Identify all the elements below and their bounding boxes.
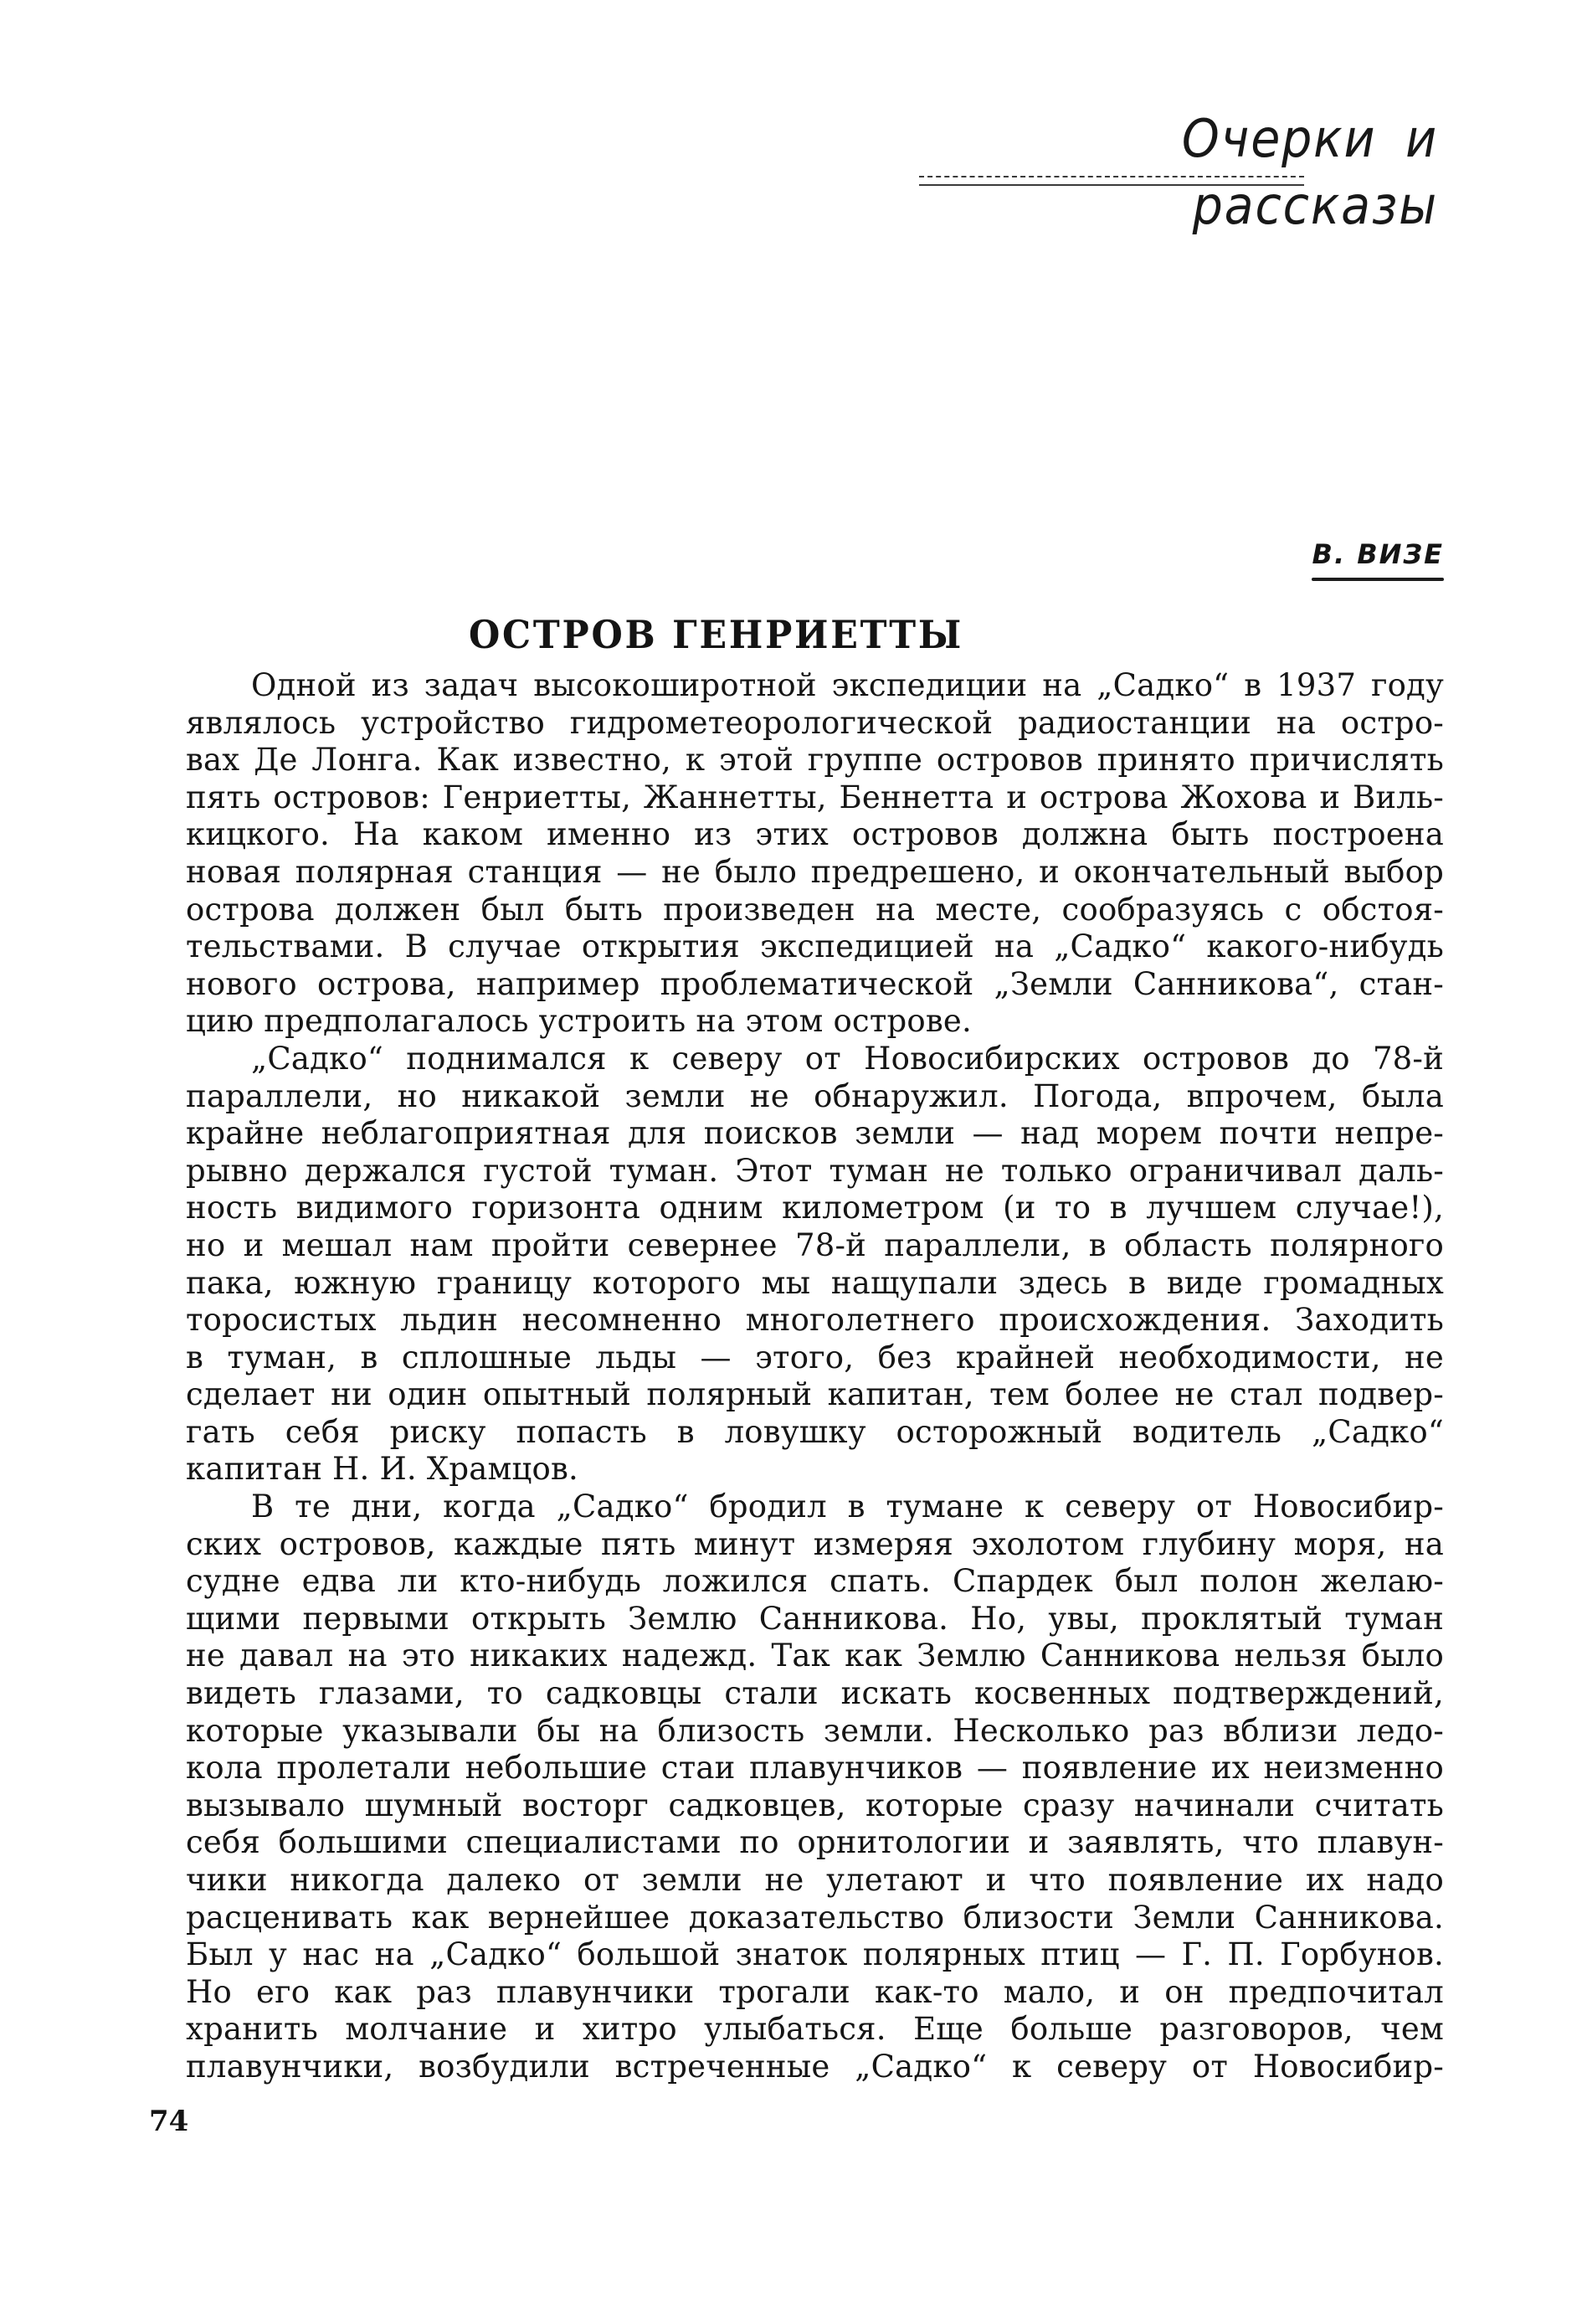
- text-line: капитан Н. И. Храмцов.: [186, 1451, 578, 1488]
- text-line: в туман, в сплошные льды — этого, без крайней необходимости, не: [186, 1339, 1444, 1375]
- text-line: Был у нас на „Садко“ большой знаток полярных птиц — Г. П. Горбунов.: [186, 1936, 1444, 1973]
- text-line: являлось устройство гидрометеорологической радиостанции на остро-: [186, 704, 1444, 741]
- article-title: ОСТРОВ ГЕНРИЕТТЫ: [469, 611, 964, 657]
- text-line: себя большими специалистами по орнитологии и заявлять, что плавун-: [186, 1824, 1444, 1861]
- text-line: сделает ни один опытный полярный капитан, тем более не стал подвер-: [186, 1376, 1444, 1413]
- text-line: видеть глазами, то садковцы стали искать косвенных подтверждений,: [186, 1675, 1444, 1712]
- text-line: плавунчики, возбудили встреченные „Садко“ к северу от Новосибир-: [186, 2048, 1444, 2085]
- text-line: рывно держался густой туман. Этот туман не только ограничивал даль-: [186, 1152, 1444, 1189]
- text-line: цию предполагалось устроить на этом острове.: [186, 1003, 972, 1040]
- section-title: Очерки и рассказы: [1181, 108, 1438, 236]
- section-header: [919, 105, 1438, 239]
- text-line: которые указывали бы на близость земли. Несколько раз вблизи ледо-: [186, 1712, 1444, 1749]
- author-name: В. ВИЗЕ: [1312, 538, 1444, 570]
- article-body: [186, 667, 1444, 2086]
- text-line: Одной из задач высокоширотной экспедиции на „Садко“ в 1937 году: [251, 667, 1444, 703]
- text-line: хранить молчание и хитро улыбаться. Еще больше разговоров, чем: [186, 2011, 1444, 2048]
- text-line: В те дни, когда „Садко“ бродил в тумане к северу от Новосибир-: [251, 1488, 1444, 1525]
- text-line: тельствами. В случае открытия экспедицией на „Садко“ какого-нибудь: [186, 928, 1444, 965]
- text-line: новая полярная станция — не было предрешено, и окончательный выбор: [186, 853, 1444, 890]
- author-underline: [1312, 578, 1444, 581]
- text-line: ность видимого горизонта одним километром (и то в лучшем случае!),: [186, 1190, 1444, 1226]
- text-line: нового острова, например проблематической „Земли Санникова“, стан-: [186, 965, 1444, 1002]
- text-line: кицкого. На каком именно из этих островов должна быть построена: [186, 816, 1444, 853]
- text-line: ских островов, каждые пять минут измеряя эхолотом глубину моря, на: [186, 1525, 1444, 1562]
- text-line: судне едва ли кто-нибудь ложился спать. Спардек был полон желаю-: [186, 1563, 1444, 1600]
- text-line: чики никогда далеко от земли не улетают и что появление их надо: [186, 1862, 1444, 1898]
- text-line: пять островов: Генриетты, Жаннетты, Беннетта и острова Жохова и Виль-: [186, 779, 1444, 815]
- text-line: острова должен был быть произведен на месте, сообразуясь с обстоя-: [186, 891, 1444, 928]
- text-line: параллели, но никакой земли не обнаружил. Погода, впрочем, была: [186, 1077, 1444, 1114]
- page-number: 74: [149, 2105, 189, 2138]
- text-line: щими первыми открыть Землю Санникова. Но, увы, проклятый туман: [186, 1600, 1444, 1637]
- text-line: но и мешал нам пройти севернее 78-й параллели, в область полярного: [186, 1226, 1444, 1263]
- text-line: кола пролетали небольшие стаи плавунчиков — появление их неизменно: [186, 1750, 1444, 1787]
- section-header-rule: [919, 176, 1304, 186]
- text-line: гать себя риску попасть в ловушку осторожный водитель „Садко“: [186, 1413, 1444, 1450]
- text-line: торосистых льдин несомненно многолетнего происхождения. Заходить: [186, 1302, 1444, 1339]
- text-line: не давал на это никаких надежд. Так как Землю Санникова нельзя было: [186, 1638, 1444, 1674]
- text-line: крайне неблагоприятная для поисков земли — над морем почти непре-: [186, 1115, 1444, 1152]
- text-line: вызывало шумный восторг садковцев, которые сразу начинали считать: [186, 1787, 1444, 1823]
- text-line: Но его как раз плавунчики трогали как-то мало, и он предпочитал: [186, 1973, 1444, 2010]
- text-line: расценивать как вернейшее доказательство близости Земли Санникова.: [186, 1899, 1444, 1936]
- text-line: пака, южную границу которого мы нащупали здесь в виде громадных: [186, 1264, 1444, 1301]
- text-line: „Садко“ поднимался к северу от Новосибирских островов до 78-й: [251, 1040, 1444, 1077]
- text-line: вах Де Лонга. Как известно, к этой группе островов принято причислять: [186, 742, 1444, 779]
